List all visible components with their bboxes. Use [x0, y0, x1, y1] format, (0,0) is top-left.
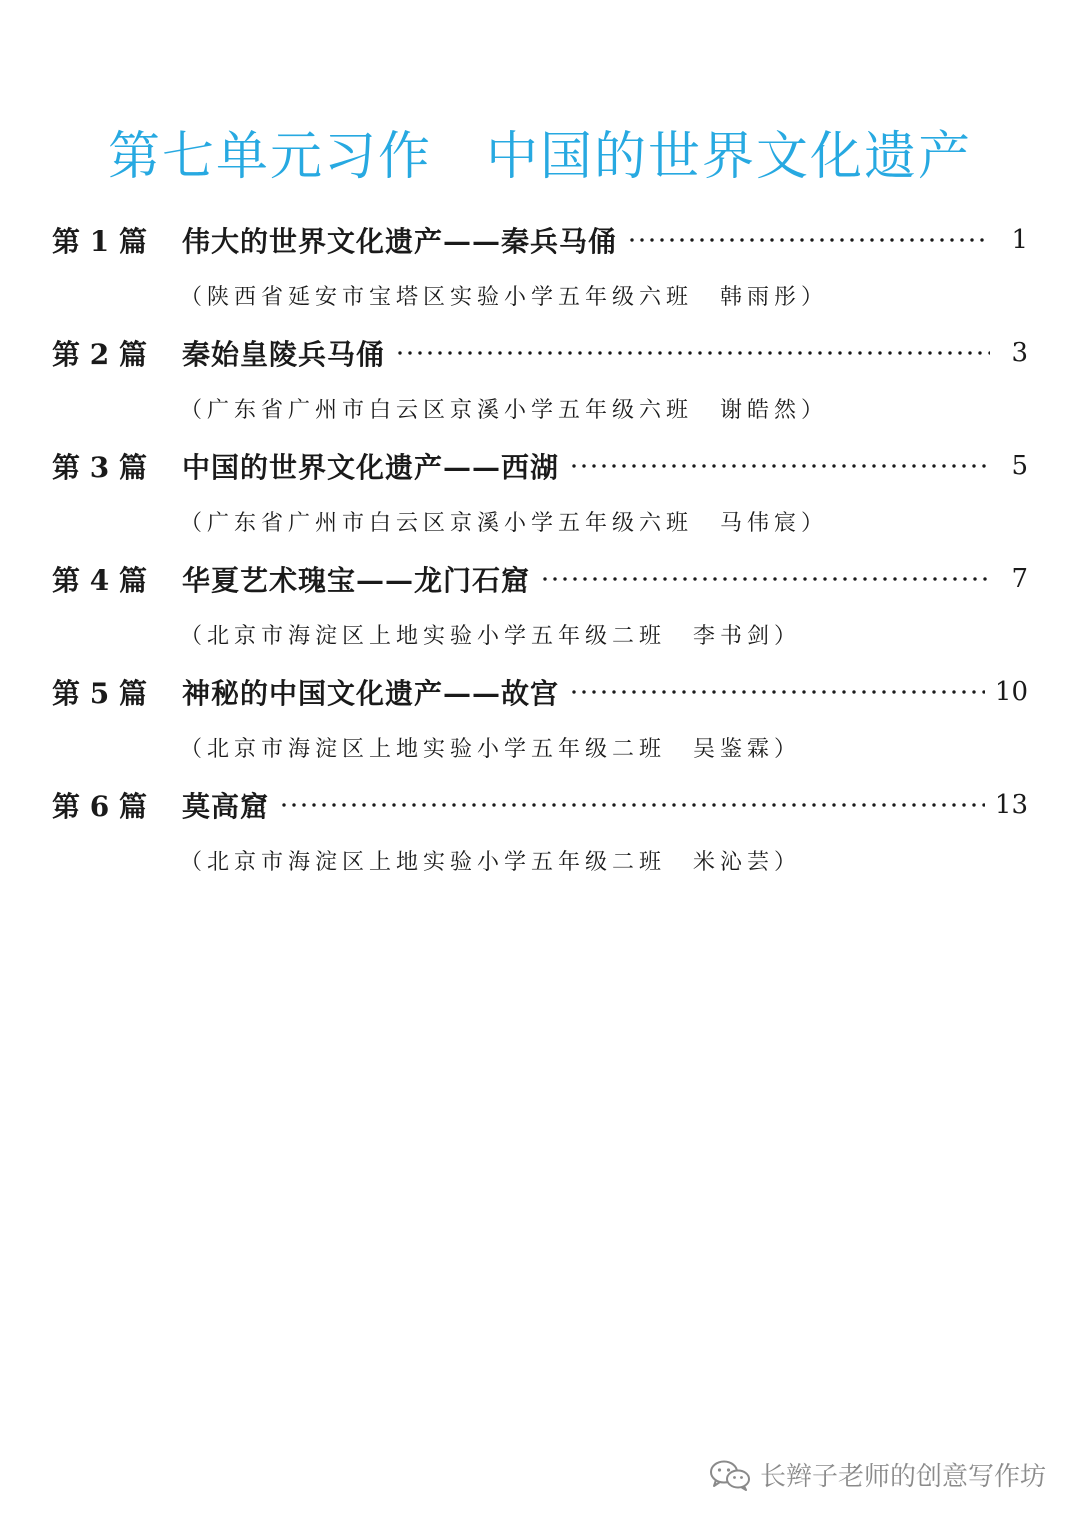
- entry-author: （陕西省延安市宝塔区实验小学五年级六班 韩雨彤）: [180, 285, 829, 310]
- entry-title[interactable]: 中国的世界文化遗产——西湖: [182, 451, 560, 484]
- watermark-text: 长辫子老师的创意写作坊: [759, 1462, 1046, 1492]
- entry-author: （北京市海淀区上地实验小学五年级二班 李书剑）: [180, 624, 802, 649]
- page-number: 1: [1011, 225, 1028, 255]
- entry-title[interactable]: 华夏艺术瑰宝——龙门石窟: [182, 564, 531, 597]
- toc-entry-2[interactable]: [0, 323, 1080, 436]
- entry-author: （广东省广州市白云区京溪小学五年级六班 谢皓然）: [180, 398, 829, 423]
- dot-leader: [540, 577, 990, 581]
- dot-leader: [569, 464, 990, 468]
- entry-number: 第 6 篇: [52, 790, 147, 823]
- entry-title[interactable]: 莫高窟: [182, 790, 270, 823]
- table-of-contents: [0, 210, 1080, 888]
- entry-number: 第 4 篇: [52, 564, 147, 597]
- page-number: 13: [994, 790, 1028, 820]
- toc-entry-3[interactable]: [0, 436, 1080, 549]
- watermark: [708, 1456, 1046, 1493]
- entry-number: 第 5 篇: [52, 677, 147, 710]
- entry-author: （广东省广州市白云区京溪小学五年级六班 马伟宸）: [180, 511, 829, 536]
- entry-title[interactable]: 伟大的世界文化遗产——秦兵马俑: [182, 225, 618, 258]
- entry-number: 第 3 篇: [52, 451, 147, 484]
- page-title: 第七单元习作 中国的世界文化遗产: [107, 127, 972, 187]
- toc-entry-6[interactable]: [0, 775, 1080, 888]
- entry-number: 第 1 篇: [52, 225, 147, 258]
- entry-number: 第 2 篇: [52, 338, 147, 371]
- entry-author: （北京市海淀区上地实验小学五年级二班 吴鉴霖）: [180, 737, 802, 762]
- dot-leader: [627, 238, 990, 242]
- page-number: 10: [994, 677, 1028, 707]
- dot-leader: [395, 351, 990, 355]
- page-number: 7: [1011, 564, 1028, 594]
- toc-entry-1[interactable]: [0, 210, 1080, 323]
- dot-leader: [569, 690, 985, 694]
- toc-entry-5[interactable]: [0, 662, 1080, 775]
- entry-title[interactable]: 神秘的中国文化遗产——故宫: [182, 677, 560, 710]
- entry-title[interactable]: 秦始皇陵兵马俑: [182, 338, 386, 371]
- wechat-icon: [708, 1459, 752, 1491]
- page-number: 3: [1011, 338, 1028, 368]
- toc-entry-4[interactable]: [0, 549, 1080, 662]
- entry-author: （北京市海淀区上地实验小学五年级二班 米沁芸）: [180, 850, 802, 875]
- dot-leader: [279, 803, 985, 807]
- page-number: 5: [1011, 451, 1028, 481]
